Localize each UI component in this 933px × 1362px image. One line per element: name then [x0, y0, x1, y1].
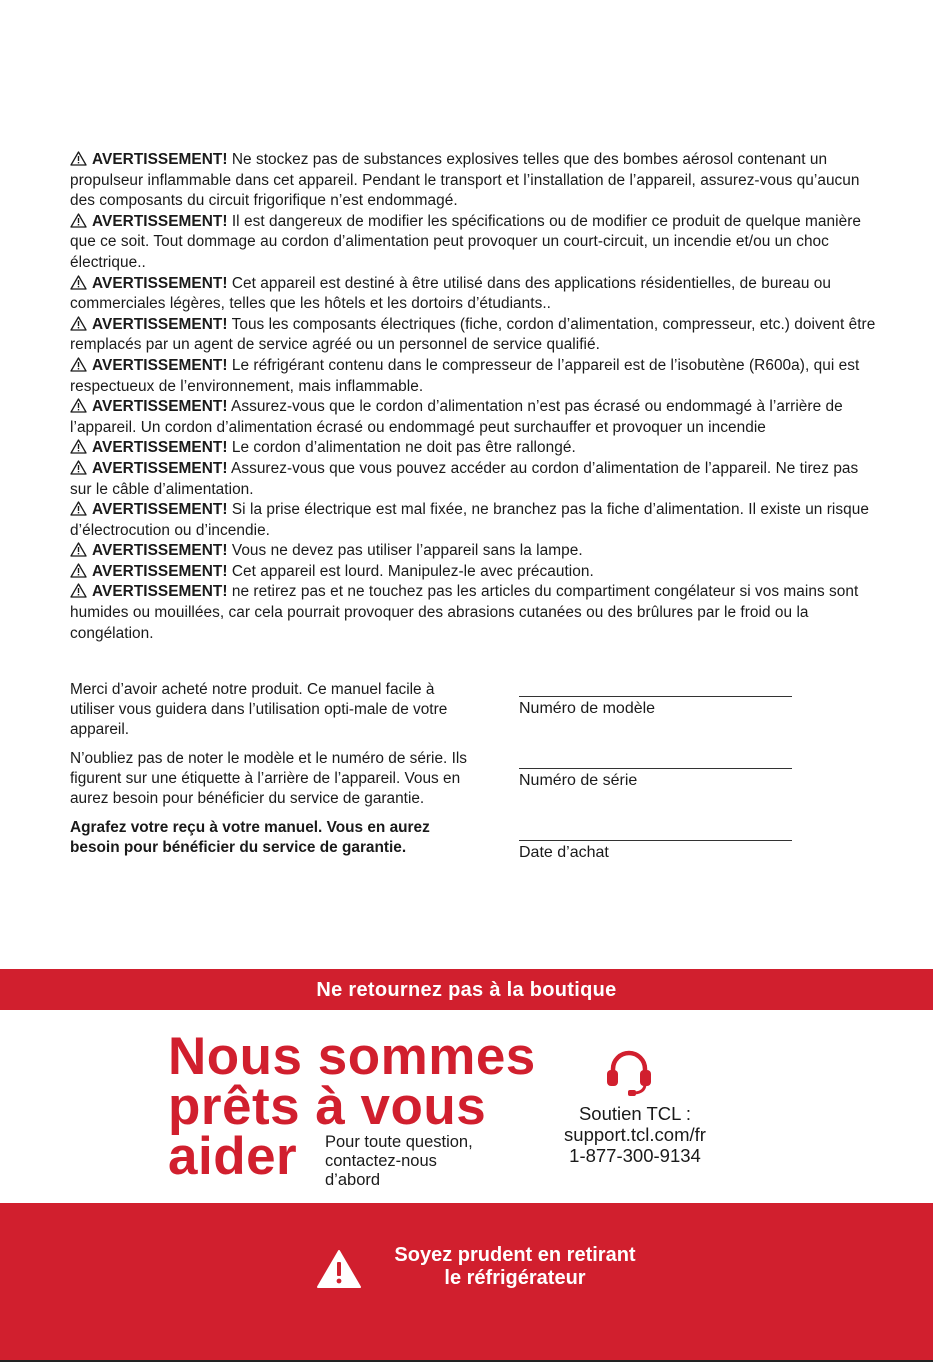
warning-triangle-icon — [70, 151, 87, 166]
headset-icon — [604, 1047, 654, 1097]
warning-tag: AVERTISSEMENT! — [92, 356, 228, 374]
contact-first-line-1: Pour toute question, — [325, 1133, 473, 1151]
warning-triangle-icon — [70, 213, 87, 228]
warning-tag: AVERTISSEMENT! — [92, 439, 228, 457]
warning-tag: AVERTISSEMENT! — [92, 562, 228, 580]
contact-first-text — [325, 1133, 473, 1190]
serial-number-field — [519, 768, 792, 840]
caution-panel — [0, 1203, 933, 1362]
warning-text: Le réfrigérant contenu dans le compresseur de l’appareil est de l’isobutène (R600a), qui est respectueux de l’environnement, mais inflammable. — [70, 356, 860, 395]
support-contact — [530, 1103, 740, 1166]
warning-text: Ne stockez pas de substances explosives telles que des bombes aérosol contenant un propulseur inflammable dans cet appareil. Pendant le transport et l’installation de l’appareil, assurez-vous qu’aucun des composants du circuit frigorifique n’est endommagé. — [70, 151, 860, 210]
help-heading-line-3: aider — [168, 1127, 298, 1186]
warning-tag: AVERTISSEMENT! — [92, 315, 228, 333]
do-not-return-banner: Ne retournez pas à la boutique — [0, 969, 933, 1010]
caution-line-1: Soyez prudent en retirant — [394, 1244, 636, 1266]
warning-item — [70, 315, 880, 356]
warning-tag: AVERTISSEMENT! — [92, 212, 228, 230]
warning-text: Tous les composants électriques (fiche, cordon d’alimentation, compresseur, etc.) doivent être remplacés par un agent de service agréé ou un personnel de service qualifié. — [70, 315, 876, 354]
model-number-line — [519, 696, 792, 697]
support-url[interactable]: support.tcl.com/fr — [564, 1124, 706, 1145]
support-label: Soutien TCL : — [578, 1103, 692, 1124]
warning-tag: AVERTISSEMENT! — [92, 542, 228, 560]
warning-text: Cet appareil est destiné à être utilisé dans des applications résidentielles, de bureau ou commerciales légères, telles que les hôtels et les dortoirs d’étudiants.. — [70, 274, 831, 313]
warning-tag: AVERTISSEMENT! — [92, 583, 228, 601]
warning-item — [70, 500, 880, 541]
caution-icon — [316, 1249, 362, 1289]
model-number-field — [519, 696, 792, 768]
contact-first-line-3: d’abord — [325, 1171, 381, 1189]
warning-triangle-icon — [70, 357, 87, 372]
warning-tag: AVERTISSEMENT! — [92, 501, 228, 519]
warning-item — [70, 397, 880, 438]
warning-triangle-icon — [70, 398, 87, 413]
warning-item — [70, 562, 880, 583]
warning-triangle-icon — [70, 501, 87, 516]
warning-text: Si la prise électrique est mal fixée, ne branchez pas la fiche d’alimentation. Il existe un risque d’électrocution ou d’incendie. — [70, 501, 869, 539]
warning-item — [70, 541, 880, 562]
warning-triangle-icon — [70, 275, 87, 290]
warning-triangle-icon — [70, 542, 87, 557]
warning-text: Le cordon d’alimentation ne doit pas être rallongé. — [231, 439, 576, 457]
support-phone[interactable]: 1-877-300-9134 — [569, 1145, 701, 1166]
warning-triangle-icon — [70, 563, 87, 578]
serial-number-line — [519, 768, 792, 769]
warning-tag: AVERTISSEMENT! — [92, 274, 228, 292]
model-number-label: Numéro de modèle — [519, 700, 656, 717]
warning-text: Il est dangereux de modifier les spécifications ou de modifier ce produit de quelque manière que ce soit. Tout dommage au cordon d’alimentation peut provoquer un court-circuit, un incendie et/ou un choc électrique.. — [70, 212, 861, 271]
warning-triangle-icon — [70, 583, 87, 598]
warning-tag: AVERTISSEMENT! — [92, 459, 228, 477]
warning-item — [70, 582, 880, 644]
caution-text — [360, 1244, 670, 1290]
warnings-list — [70, 150, 880, 644]
warning-triangle-icon — [70, 316, 87, 331]
warning-item — [70, 212, 880, 274]
serial-number-label: Numéro de série — [519, 772, 638, 789]
warning-triangle-icon — [70, 439, 87, 454]
warning-item — [70, 356, 880, 397]
intro-receipt: Agrafez votre reçu à votre manuel. Vous en aurez besoin pour bénéficier du service de garantie. — [70, 819, 430, 856]
record-fields — [519, 696, 792, 912]
warning-tag: AVERTISSEMENT! — [92, 398, 228, 416]
purchase-date-label: Date d’achat — [519, 844, 609, 861]
warning-item — [70, 150, 880, 212]
caution-line-2: le réfrigérateur — [444, 1267, 586, 1289]
warning-text: Vous ne devez pas utiliser l’appareil sans la lampe. — [231, 542, 583, 560]
warning-tag: AVERTISSEMENT! — [92, 151, 228, 168]
warning-item — [70, 438, 880, 459]
warning-text: Assurez-vous que vous pouvez accéder au cordon d’alimentation de l’appareil. Ne tirez pas sur le câble d’alimentation. — [70, 459, 859, 498]
warning-text: Cet appareil est lourd. Manipulez-le avec précaution. — [231, 562, 594, 580]
purchase-date-line — [519, 840, 792, 841]
intro-thanks: Merci d’avoir acheté notre produit. Ce manuel facile à utiliser vous guidera dans l’utilisation opti-male de votre appareil. — [70, 681, 448, 738]
warning-item — [70, 274, 880, 315]
help-heading-line-2: prêts à vous — [168, 1077, 487, 1136]
help-heading-line-1: Nous sommes — [168, 1027, 536, 1086]
warning-item — [70, 459, 880, 500]
purchase-date-field — [519, 840, 792, 912]
contact-first-line-2: contactez-nous — [325, 1152, 437, 1170]
intro-text — [70, 680, 480, 867]
warning-text: ne retirez pas et ne touchez pas les articles du compartiment congélateur si vos mains sont humides ou mouillées, car cela pourrait provoquer des abrasions cutanées ou des brûlures par le froid ou la congélation. — [70, 583, 859, 642]
warning-text: Assurez-vous que le cordon d’alimentation n’est pas écrasé ou endommagé à l’arrière de l’appareil. Un cordon d’alimentation écrasé ou endommagé peut surchauffer et provoquer un incendie — [70, 398, 843, 436]
warning-triangle-icon — [70, 460, 87, 475]
intro-note: N’oubliez pas de noter le modèle et le numéro de série. Ils figurent sur une étiquette à l’arrière de l’appareil. Vous en aurez besoin pour bénéficier du service de garantie. — [70, 750, 467, 807]
